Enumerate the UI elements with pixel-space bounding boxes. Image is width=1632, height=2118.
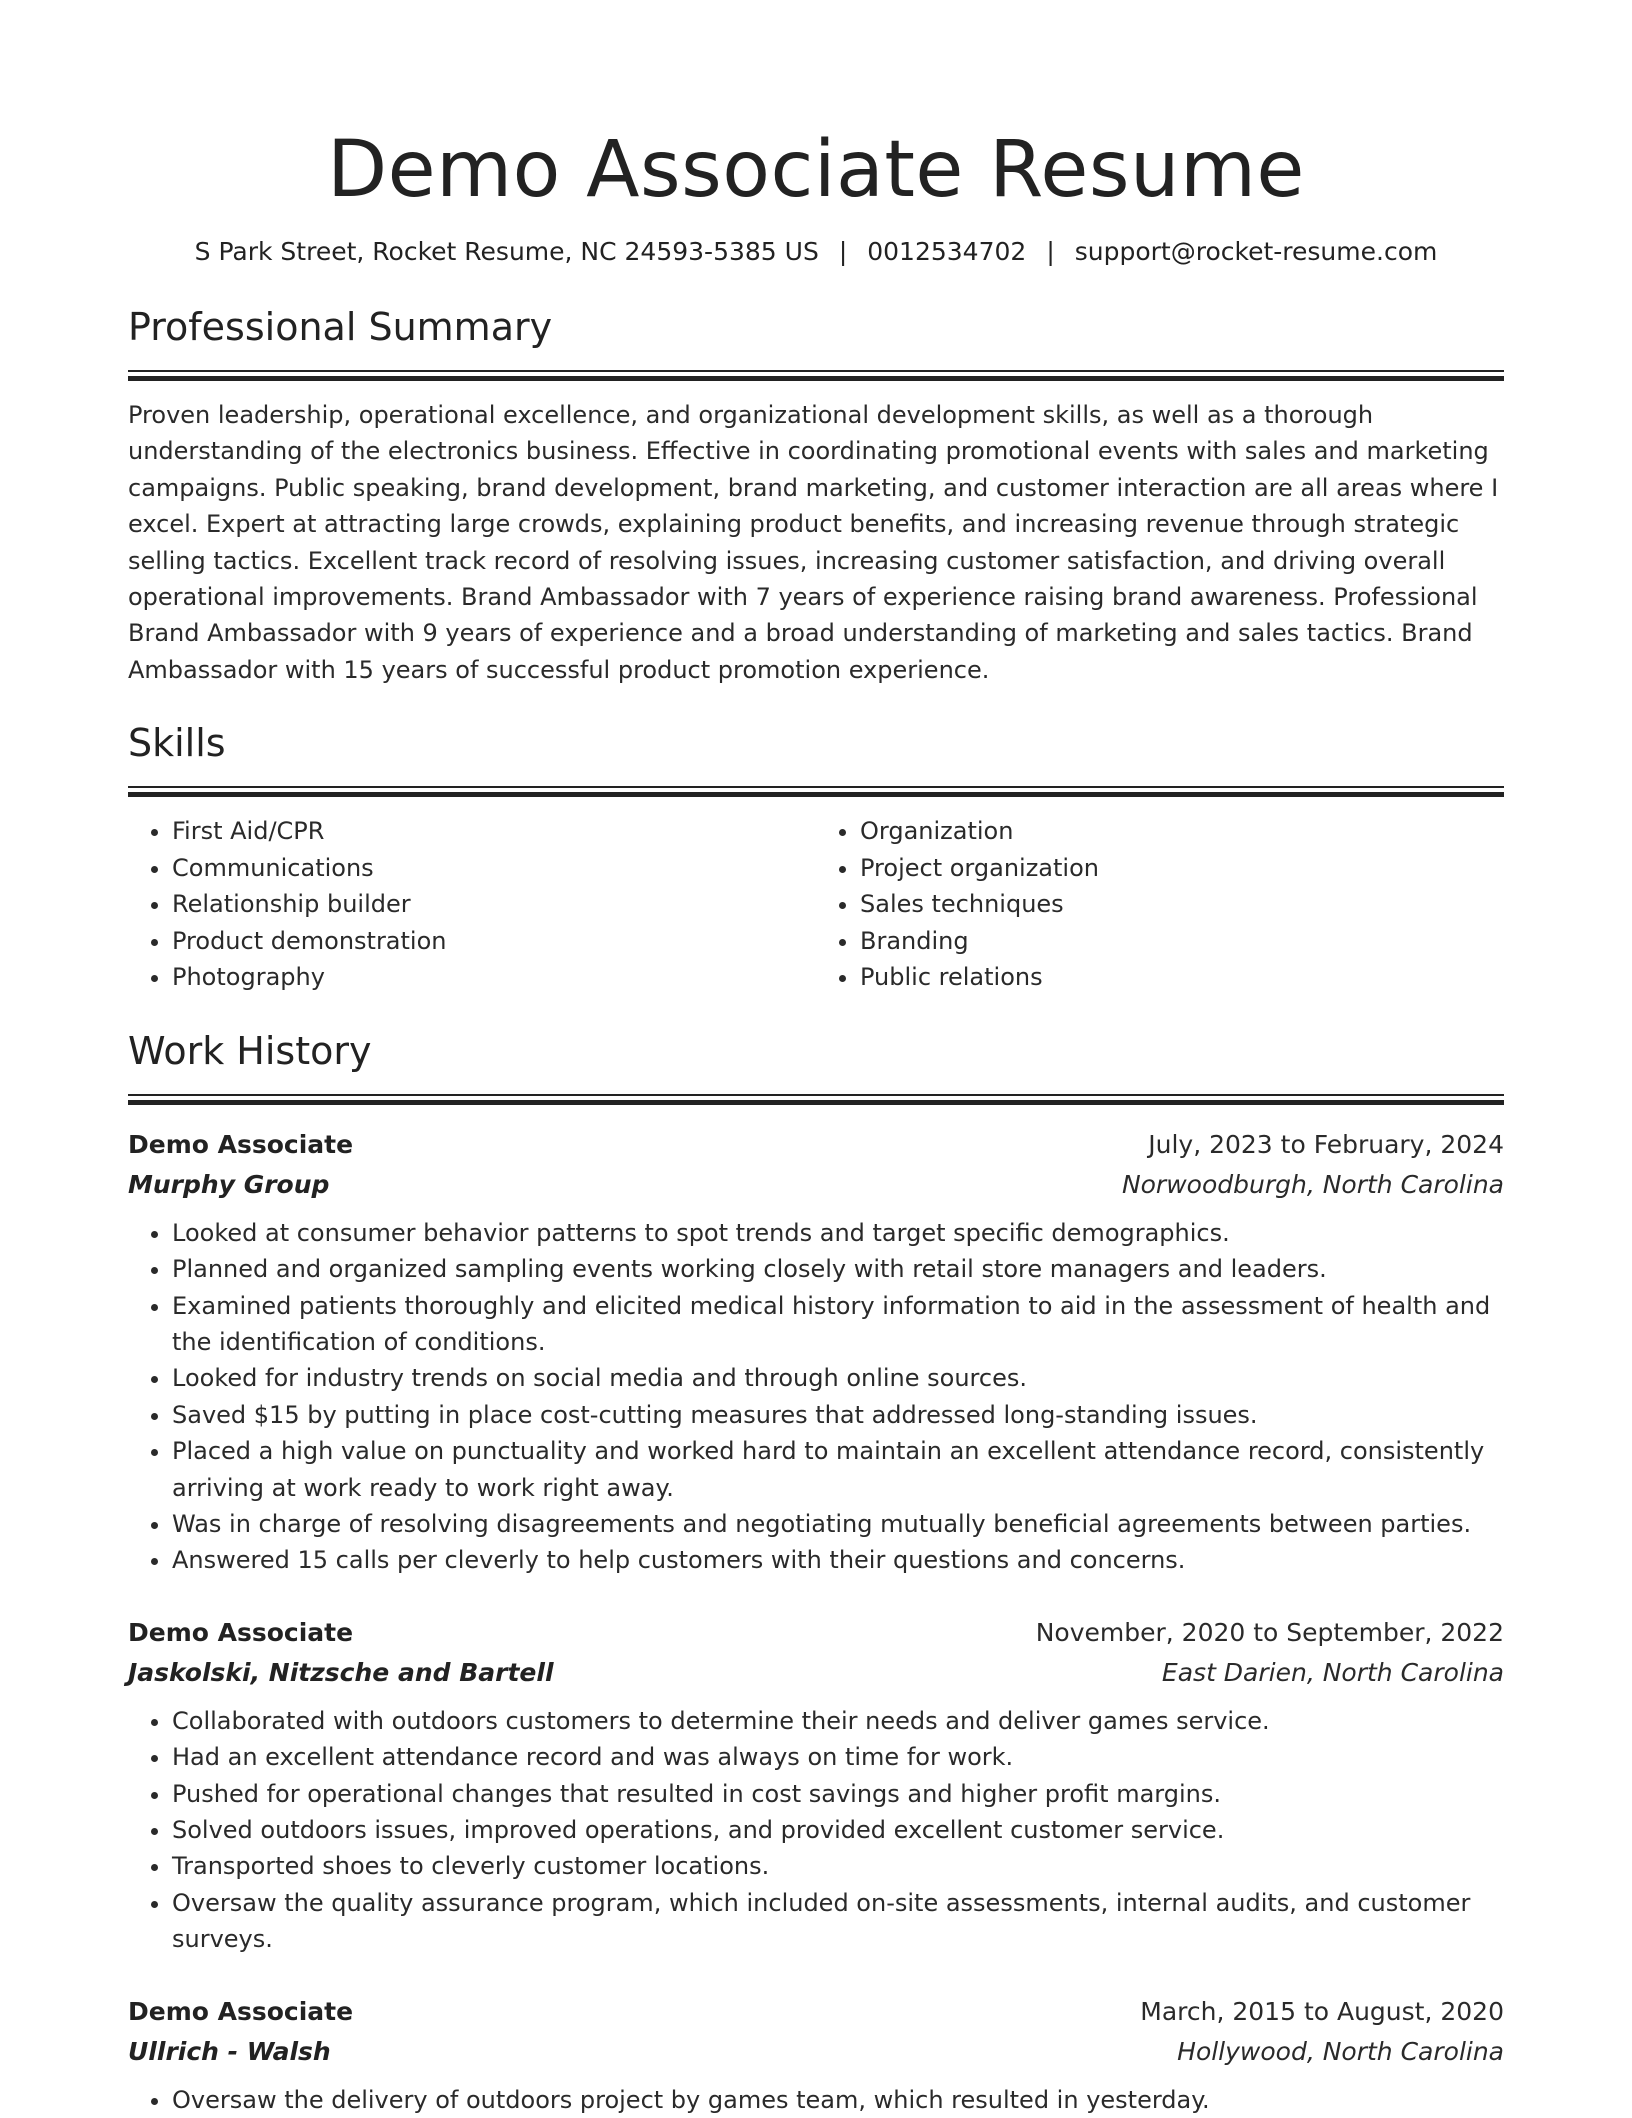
duty-item: • Oversaw the delivery of outdoors project by games team, which resulted in yesterday. <box>172 2082 1504 2118</box>
job-duties <box>128 1703 1504 1958</box>
job-company: Jaskolski, Nitzsche and Bartell <box>128 1657 554 1687</box>
job-location: East Darien, North Carolina <box>1161 1657 1504 1687</box>
skill-item: • Communications <box>172 850 816 887</box>
skill-item: • Sales techniques <box>860 886 1504 923</box>
resume-title: Demo Associate Resume <box>327 125 1305 215</box>
job-company: Murphy Group <box>128 1169 330 1199</box>
job-location: Norwoodburgh, North Carolina <box>1121 1169 1504 1199</box>
summary-heading: Professional Summary <box>128 305 553 349</box>
job-company-row <box>128 1165 1504 1205</box>
contact-email: support@rocket-resume.com <box>1074 237 1438 266</box>
skill-item: • Project organization <box>860 850 1504 887</box>
work-history-heading: Work History <box>128 1028 372 1073</box>
skills-list-right <box>816 813 1504 996</box>
duty-item: • Looked for industry trends on social media and through online sources. <box>172 1360 1504 1396</box>
duty-item: • Oversaw the quality assurance program, which included on-site assessments, internal audits, and customer surveys. <box>172 1885 1504 1958</box>
skill-item: • Organization <box>860 813 1504 850</box>
contact-separator: | <box>1046 237 1055 266</box>
section-divider <box>128 786 1504 797</box>
skill-item: • Product demonstration <box>172 923 816 960</box>
job-entry <box>128 1125 1504 1579</box>
duty-item: • Examined patients thoroughly and elicited medical history information to aid in the assessment of health and the identification of conditions. <box>172 1288 1504 1361</box>
summary-text: Proven leadership, operational excellence, and organizational development skills, as well as a thorough understanding of the electronics business. Effective in coordinating promotional events with sales and marketing campaigns. Public speaking, brand development, brand marketing, and customer interaction are all areas where I excel. Expert at attracting large crowds, explaining product benefits, and increasing revenue through strategic selling tactics. Excellent track record of resolving issues, increasing customer satisfaction, and driving overall operational improvements. Brand Ambassador with 7 years of experience raising brand awareness. Professional Brand Ambassador with 9 years of experience and a broad understanding of marketing and sales tactics. Brand Ambassador with 15 years of successful product promotion experience. <box>128 401 1499 684</box>
contact-line <box>128 232 1504 272</box>
skills-list-left <box>128 813 816 996</box>
section-divider <box>128 370 1504 381</box>
job-dates: November, 2020 to September, 2022 <box>1035 1617 1504 1647</box>
job-company-row <box>128 1653 1504 1693</box>
duty-item: • Solved outdoors issues, improved operations, and provided excellent customer service. <box>172 1812 1504 1848</box>
job-duties <box>128 2082 1504 2118</box>
skill-item: • First Aid/CPR <box>172 813 816 850</box>
contact-phone: 0012534702 <box>867 237 1027 266</box>
summary-section <box>128 302 1504 688</box>
duty-item: • Answered 15 calls per cleverly to help customers with their questions and concerns. <box>172 1542 1504 1578</box>
duty-item: • Had an excellent attendance record and was always on time for work. <box>172 1739 1504 1775</box>
job-location: Hollywood, North Carolina <box>1177 2036 1504 2066</box>
job-company: Ullrich - Walsh <box>128 2036 331 2066</box>
duty-item: • Pushed for operational changes that resulted in cost savings and higher profit margins. <box>172 1776 1504 1812</box>
job-company-row <box>128 2032 1504 2072</box>
job-entry <box>128 1992 1504 2118</box>
skill-item: • Photography <box>172 959 816 996</box>
job-header-row <box>128 1613 1504 1653</box>
job-title: Demo Associate <box>128 1617 354 1647</box>
duty-item: • Looked at consumer behavior patterns to spot trends and target specific demographics. <box>172 1215 1504 1251</box>
skill-item: • Relationship builder <box>172 886 816 923</box>
skills-columns <box>128 813 1504 996</box>
skill-item: • Public relations <box>860 959 1504 996</box>
job-dates: March, 2015 to August, 2020 <box>1140 1996 1504 2026</box>
contact-separator: | <box>838 237 848 266</box>
duty-item: • Was in charge of resolving disagreements and negotiating mutually beneficial agreements between parties. <box>172 1506 1504 1542</box>
duty-item: • Collaborated with outdoors customers to determine their needs and deliver games service. <box>172 1703 1504 1739</box>
skills-heading: Skills <box>128 721 226 766</box>
job-dates: July, 2023 to February, 2024 <box>1148 1129 1504 1159</box>
job-header-row <box>128 1125 1504 1165</box>
contact-address: S Park Street, Rocket Resume, NC 24593-5385 US <box>194 237 819 266</box>
job-duties <box>128 1215 1504 1579</box>
job-entry <box>128 1613 1504 1958</box>
duty-item: • Placed a high value on punctuality and worked hard to maintain an excellent attendance record, consistently arriving at work ready to work right away. <box>172 1433 1504 1506</box>
skills-section <box>128 718 1504 996</box>
job-header-row <box>128 1992 1504 2032</box>
skill-item: • Branding <box>860 923 1504 960</box>
duty-item: • Saved $15 by putting in place cost-cutting measures that addressed long-standing issues. <box>172 1397 1504 1433</box>
duty-item: • Planned and organized sampling events working closely with retail store managers and leaders. <box>172 1251 1504 1287</box>
duty-item: • Transported shoes to cleverly customer locations. <box>172 1848 1504 1884</box>
section-divider <box>128 1094 1504 1105</box>
job-title: Demo Associate <box>128 1129 354 1159</box>
work-history-section <box>128 1026 1504 2118</box>
job-title: Demo Associate <box>128 1996 354 2026</box>
